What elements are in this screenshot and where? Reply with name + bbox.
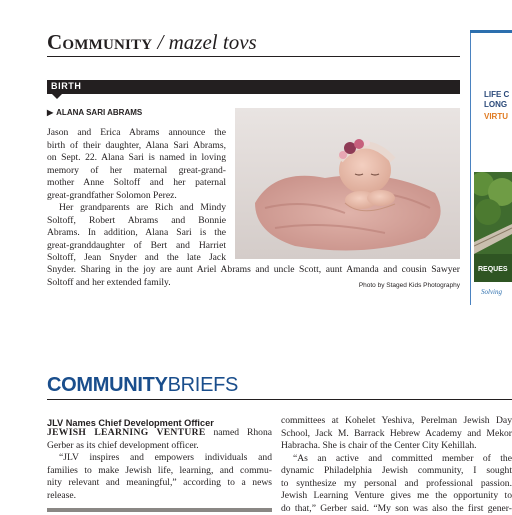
text-line: families to make Jewish life, learning, and commu- xyxy=(47,465,272,478)
text-line: Abrams. In addition, Alana Sari is the xyxy=(47,227,226,240)
text-line: Jewish Learning Venture gives me the opportunity to xyxy=(281,490,512,503)
header-rule xyxy=(47,56,460,57)
birth-announcement-text xyxy=(47,127,226,265)
text-line: to synthesize my personal and professional passion. xyxy=(281,478,512,491)
article-photo-top-edge xyxy=(47,508,272,512)
announcement-name xyxy=(47,108,142,117)
ad-headline-line2: LONG xyxy=(484,100,507,109)
text-line: School, Jack M. Barrack Hebrew Academy and Mekor xyxy=(281,428,512,441)
text-line: nity relevant and meaningful,” according to a news xyxy=(47,477,272,490)
section-name: Community xyxy=(47,30,152,54)
text-line: great-grandfather Solomon Perez. xyxy=(47,190,226,203)
community-briefs-title xyxy=(47,374,238,397)
text-line: “As an active and committed member of the xyxy=(281,453,512,466)
baby-photo-illustration xyxy=(235,108,460,259)
ad-headline-line1: LIFE C xyxy=(484,90,509,99)
triangle-bullet-icon: ▶ xyxy=(47,108,53,117)
ad-request-text: REQUES xyxy=(478,266,508,273)
article-headline: JLV Names Chief Development Officer xyxy=(47,418,214,428)
announcement-name-text: ALANA SARI ABRAMS xyxy=(56,108,142,117)
baby-photo xyxy=(235,108,460,259)
briefs-title-light: BRIEFS xyxy=(168,374,238,396)
text-line: memory of her maternal great-grand- xyxy=(47,165,226,178)
text-line: mother Anne Soltoff and her paternal xyxy=(47,177,226,190)
text-line: release. xyxy=(47,490,272,503)
text-line: Habracha. She is chair of the Center City Kehillah. xyxy=(281,440,512,453)
text-line: do that,” Gerber said. “My son was also the first gener- xyxy=(281,503,512,515)
briefs-title-bold: COMMUNITY xyxy=(47,374,168,396)
article-left-column xyxy=(47,427,272,502)
text-line: Jason and Erica Abrams announce the xyxy=(47,127,226,140)
text-line: Soltoff, Robert Abrams and Bonnie xyxy=(47,215,226,228)
text-line: Soltoff and her extended family. xyxy=(47,277,460,290)
organization-name: JEWISH LEARNING VENTURE xyxy=(47,427,206,438)
section-header xyxy=(47,30,257,55)
section-separator: / xyxy=(158,30,164,54)
text-line: Snyder. Sharing in the joy are aunt Ariel Abrams and uncle Scott, aunt Amanda and cousin Sawyer xyxy=(47,264,460,277)
text-line: great-granddaughter of Bert and Harriet xyxy=(47,240,226,253)
text-line: Soltoff, Jean Snyder and the late Jack xyxy=(47,252,226,265)
briefs-rule xyxy=(47,399,512,400)
text-line: dynamic Philadelphia Jewish community, I sought xyxy=(281,465,512,478)
ad-highlight-text: VIRTU xyxy=(484,112,508,121)
category-pointer xyxy=(52,94,62,99)
text-fragment: named Rhona xyxy=(206,427,272,438)
text-line: birth of their daughter, Alana Sari Abrams, xyxy=(47,140,226,153)
birth-category-bar xyxy=(47,80,460,94)
birth-category-label: BIRTH xyxy=(51,81,82,91)
subsection-name: mazel tovs xyxy=(169,30,257,54)
text-line: on Sept. 22. Alana Sari is named in loving xyxy=(47,152,226,165)
text-line: Her grandparents are Rich and Mindy xyxy=(47,202,226,215)
text-line: “JLV inspires and empowers individuals and xyxy=(47,452,272,465)
article-right-column xyxy=(281,415,512,515)
text-line xyxy=(47,427,272,440)
ad-tagline: Solving xyxy=(481,288,502,296)
photo-credit: Photo by Staged Kids Photography xyxy=(300,282,460,289)
text-line: Gerber as its chief development officer. xyxy=(47,440,272,453)
text-line: committees at Kohelet Yeshiva, Perelman Jewish Day xyxy=(281,415,512,428)
